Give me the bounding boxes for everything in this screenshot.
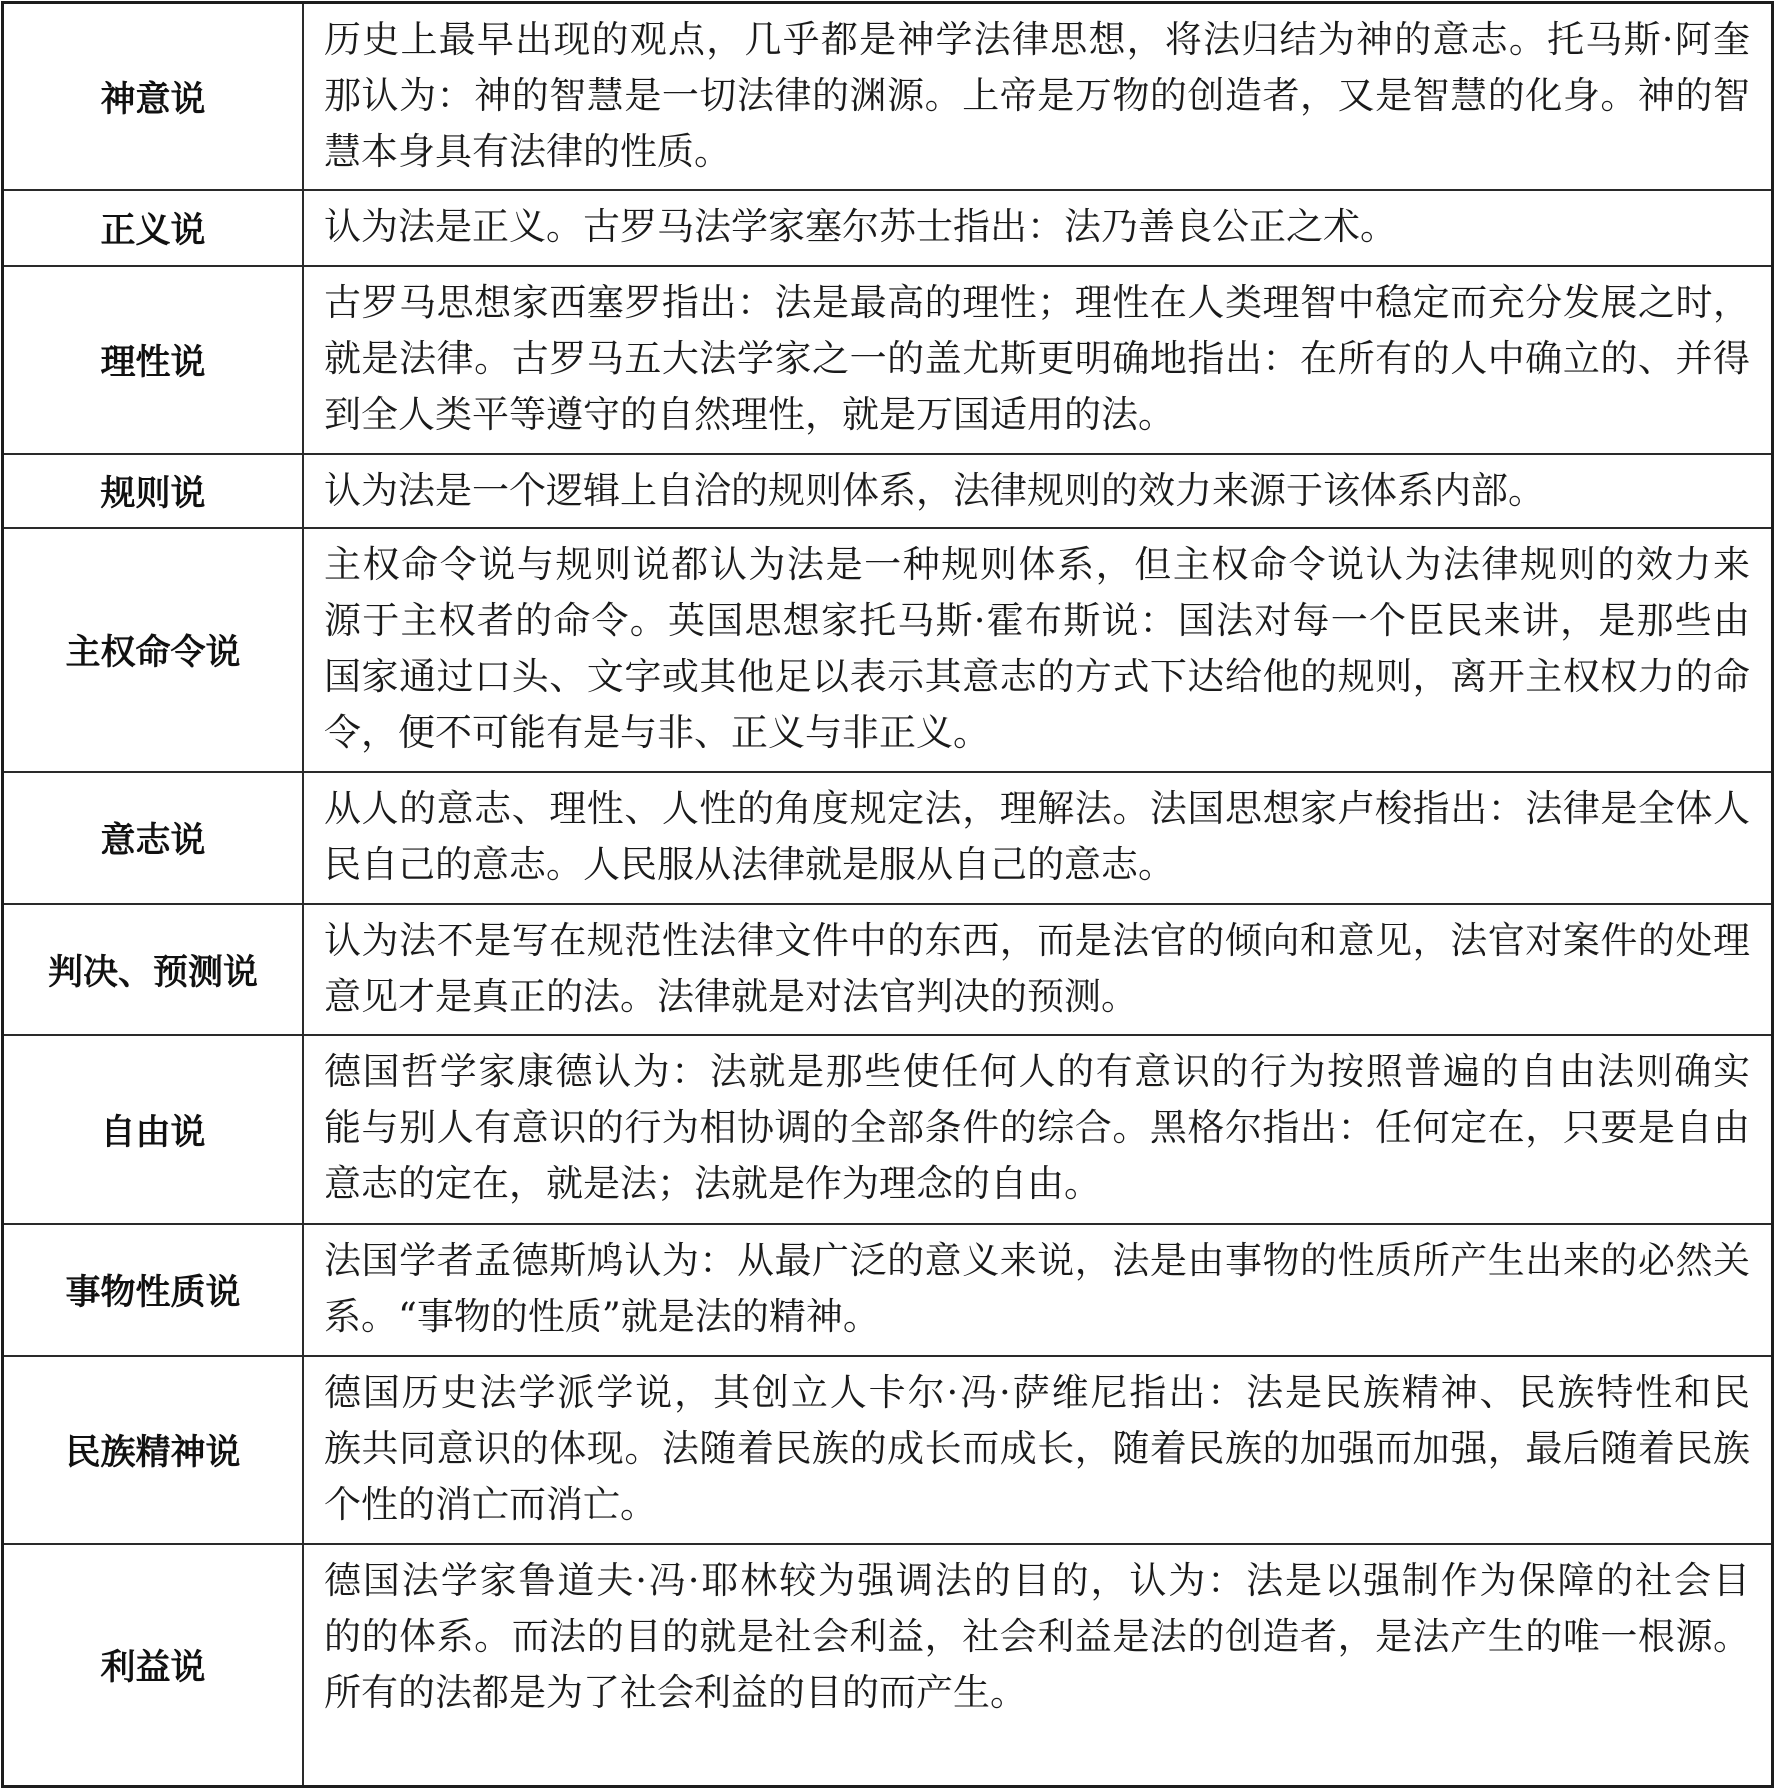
- description-line: 民自己的意志。人民服从法律就是服从自己的意志。: [324, 843, 1175, 886]
- description-line: 从人的意志、理性、人性的角度规定法，理解法。法国思想家卢梭指出：法律是全体人: [324, 787, 1750, 830]
- description-line: 令，便不可能有是与非、正义与非正义。: [324, 711, 990, 754]
- description-line: 系。“事物的性质”就是法的精神。: [324, 1295, 880, 1338]
- description-line: 德国哲学家康德认为：法就是那些使任何人的有意识的行为按照普遍的自由法则确实: [324, 1050, 1750, 1093]
- description-line: 源于主权者的命令。英国思想家托马斯·霍布斯说：国法对每一个臣民来讲，是那些由: [324, 599, 1750, 642]
- table-row: [4, 1545, 1771, 1785]
- table-row: [4, 267, 1771, 455]
- description-line: 德国法学家鲁道夫·冯·耶林较为强调法的目的，认为：法是以强制作为保障的社会目: [324, 1559, 1750, 1602]
- theory-description: [304, 1225, 1771, 1355]
- description-line: 所有的法都是为了社会利益的目的而产生。: [324, 1671, 1027, 1714]
- description-line: 历史上最早出现的观点，几乎都是神学法律思想，将法归结为神的意志。托马斯·阿奎: [324, 18, 1750, 61]
- description-line: 认为法是一个逻辑上自洽的规则体系，法律规则的效力来源于该体系内部。: [324, 469, 1545, 512]
- table-row: [4, 1357, 1771, 1545]
- theory-name: 意志说: [4, 773, 304, 903]
- theory-description: [304, 1545, 1771, 1785]
- description-line: 就是法律。古罗马五大法学家之一的盖尤斯更明确地指出：在所有的人中确立的、并得: [324, 337, 1750, 380]
- description-line: 意志的定在，就是法；法就是作为理念的自由。: [324, 1162, 1101, 1205]
- table-row: [4, 191, 1771, 267]
- theory-description: [304, 191, 1771, 265]
- theory-name: 判决、预测说: [4, 905, 304, 1034]
- theory-description: [304, 1357, 1771, 1543]
- table-row: [4, 1225, 1771, 1357]
- description-line: 主权命令说与规则说都认为法是一种规则体系，但主权命令说认为法律规则的效力来: [324, 543, 1750, 586]
- theory-name: 主权命令说: [4, 529, 304, 771]
- description-line: 到全人类平等遵守的自然理性，就是万国适用的法。: [324, 393, 1175, 436]
- description-line: 族共同意识的体现。法随着民族的成长而成长，随着民族的加强而加强，最后随着民族: [324, 1427, 1750, 1470]
- theory-name: 事物性质说: [4, 1225, 304, 1355]
- theory-description: [304, 4, 1771, 189]
- description-line: 德国历史法学派学说，其创立人卡尔·冯·萨维尼指出：法是民族精神、民族特性和民: [324, 1371, 1750, 1414]
- description-line: 那认为：神的智慧是一切法律的渊源。上帝是万物的创造者，又是智慧的化身。神的智: [324, 74, 1750, 117]
- theory-description: [304, 267, 1771, 453]
- theory-description: [304, 905, 1771, 1034]
- description-line: 能与别人有意识的行为相协调的全部条件的综合。黑格尔指出：任何定在，只要是自由: [324, 1106, 1750, 1149]
- theory-name: 正义说: [4, 191, 304, 265]
- theory-name: 神意说: [4, 4, 304, 189]
- description-line: 意见才是真正的法。法律就是对法官判决的预测。: [324, 975, 1138, 1018]
- description-line: 认为法不是写在规范性法律文件中的东西，而是法官的倾向和意见，法官对案件的处理: [324, 919, 1750, 962]
- theories-table: [1, 1, 1774, 1788]
- table-row: [4, 455, 1771, 529]
- theory-description: [304, 1036, 1771, 1223]
- description-line: 个性的消亡而消亡。: [324, 1483, 657, 1526]
- theory-name: 利益说: [4, 1545, 304, 1785]
- theory-description: [304, 529, 1771, 771]
- theory-name: 规则说: [4, 455, 304, 527]
- table-row: [4, 773, 1771, 905]
- description-line: 法国学者孟德斯鸠认为：从最广泛的意义来说，法是由事物的性质所产生出来的必然关: [324, 1239, 1750, 1282]
- theory-description: [304, 773, 1771, 903]
- description-line: 认为法是正义。古罗马法学家塞尔苏士指出：法乃善良公正之术。: [324, 205, 1397, 248]
- table-row: [4, 4, 1771, 191]
- theory-name: 民族精神说: [4, 1357, 304, 1543]
- theory-description: [304, 455, 1771, 527]
- description-line: 的的体系。而法的目的就是社会利益，社会利益是法的创造者，是法产生的唯一根源。: [324, 1615, 1750, 1658]
- description-line: 慧本身具有法律的性质。: [324, 130, 731, 173]
- table-row: [4, 1036, 1771, 1225]
- table-row: [4, 905, 1771, 1036]
- theory-name: 理性说: [4, 267, 304, 453]
- description-line: 国家通过口头、文字或其他足以表示其意志的方式下达给他的规则，离开主权权力的命: [324, 655, 1750, 698]
- theory-name: 自由说: [4, 1036, 304, 1223]
- table-row: [4, 529, 1771, 773]
- description-line: 古罗马思想家西塞罗指出：法是最高的理性；理性在人类理智中稳定而充分发展之时，: [324, 281, 1750, 324]
